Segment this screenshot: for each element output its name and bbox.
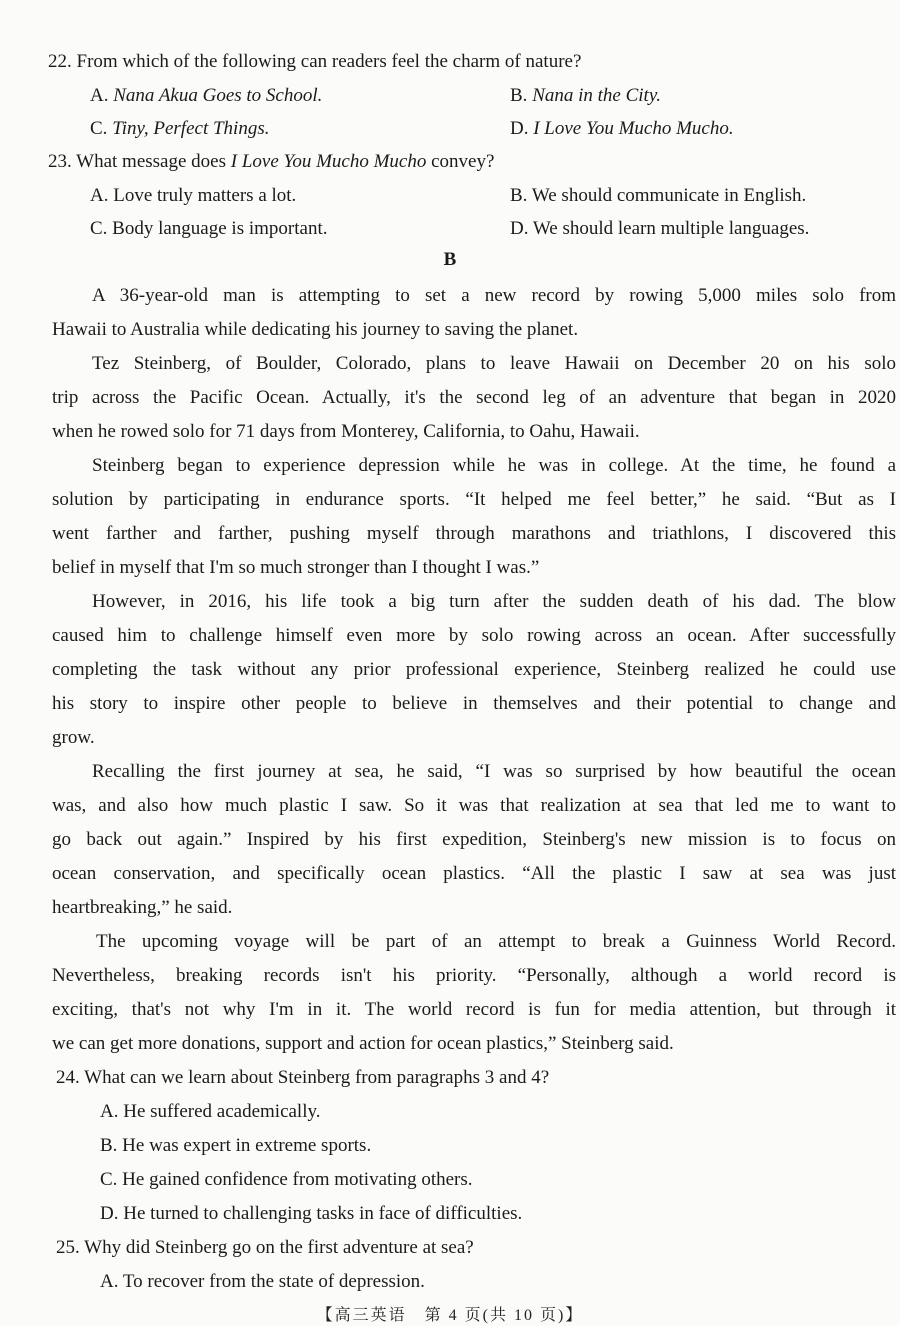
stem-text: convey?: [426, 151, 495, 172]
option-title: Tiny, Perfect Things.: [112, 118, 270, 139]
passage-line: grow.: [52, 727, 95, 748]
passage-line: caused him to challenge himself even more by solo rowing across an ocean. After successfully: [52, 625, 896, 646]
passage-line: heartbreaking,” he said.: [52, 897, 233, 918]
option-letter: D.: [510, 118, 534, 139]
passage-line: go back out again.” Inspired by his first expedition, Steinberg's new mission is to focus on: [52, 829, 896, 850]
passage-line: Steinberg began to experience depression while he was in college. At the time, he found a: [92, 455, 896, 476]
option-title: Nana Akua Goes to School.: [113, 85, 323, 106]
question-23-option-c: C. Body language is important.: [90, 218, 328, 239]
passage-line: A 36-year-old man is attempting to set a new record by rowing 5,000 miles solo from: [92, 285, 896, 306]
option-title: I Love You Mucho Mucho.: [533, 118, 734, 139]
question-25-stem: 25. Why did Steinberg go on the first adventure at sea?: [56, 1237, 474, 1258]
passage-line: when he rowed solo for 71 days from Monterey, California, to Oahu, Hawaii.: [52, 421, 640, 442]
stem-text: 23. What message does: [48, 151, 231, 172]
question-22-option-b: [510, 84, 661, 108]
passage-line: exciting, that's not why I'm in it. The world record is fun for media attention, but through it: [52, 999, 896, 1020]
question-23-option-b: B. We should communicate in English.: [510, 185, 807, 206]
question-23-stem: [48, 150, 494, 174]
option-letter: B.: [510, 85, 533, 106]
question-22-option-a: [90, 84, 322, 108]
page-footer: 【高三英语 第 4 页(共 10 页)】: [316, 1307, 584, 1324]
question-23-option-d: D. We should learn multiple languages.: [510, 218, 810, 239]
question-25-option-a: A. To recover from the state of depression.: [100, 1271, 425, 1292]
passage-line: The upcoming voyage will be part of an attempt to break a Guinness World Record.: [96, 931, 896, 952]
passage-line: his story to inspire other people to believe in themselves and their potential to change and: [52, 693, 896, 714]
passage-line: However, in 2016, his life took a big turn after the sudden death of his dad. The blow: [92, 591, 896, 612]
passage-line: Tez Steinberg, of Boulder, Colorado, plans to leave Hawaii on December 20 on his solo: [92, 353, 896, 374]
question-24-option-a: A. He suffered academically.: [100, 1101, 321, 1122]
question-24-stem: 24. What can we learn about Steinberg from paragraphs 3 and 4?: [56, 1067, 550, 1088]
question-22-option-c: [90, 117, 269, 141]
passage-line: ocean conservation, and specifically ocean plastics. “All the plastic I saw at sea was just: [52, 863, 896, 884]
section-heading: B: [443, 249, 457, 270]
passage-line: solution by participating in endurance sports. “It helped me feel better,” he said. “But as I: [52, 489, 896, 510]
passage-line: belief in myself that I'm so much stronger than I thought I was.”: [52, 557, 540, 578]
passage-line: Nevertheless, breaking records isn't his priority. “Personally, although a world record is: [52, 965, 896, 986]
passage-line: went farther and farther, pushing myself through marathons and triathlons, I discovered this: [52, 523, 896, 544]
passage-line: completing the task without any prior professional experience, Steinberg realized he could use: [52, 659, 896, 680]
option-title: Nana in the City.: [532, 85, 661, 106]
passage-line: trip across the Pacific Ocean. Actually, it's the second leg of an adventure that began in 2020: [52, 387, 896, 408]
question-24-option-d: D. He turned to challenging tasks in face of difficulties.: [100, 1203, 523, 1224]
question-23-option-a: A. Love truly matters a lot.: [90, 185, 297, 206]
passage-line: was, and also how much plastic I saw. So it was that realization at sea that led me to want to: [52, 795, 896, 816]
passage-line: Recalling the first journey at sea, he said, “I was so surprised by how beautiful the ocean: [92, 761, 896, 782]
option-letter: C.: [90, 118, 113, 139]
option-letter: A.: [90, 85, 114, 106]
passage-line: we can get more donations, support and action for ocean plastics,” Steinberg said.: [52, 1033, 674, 1054]
question-22-option-d: [510, 117, 734, 141]
book-title: I Love You Mucho Mucho: [230, 151, 427, 172]
passage-line: Hawaii to Australia while dedicating his journey to saving the planet.: [52, 319, 579, 340]
question-22-stem: 22. From which of the following can readers feel the charm of nature?: [48, 51, 582, 72]
question-24-option-b: B. He was expert in extreme sports.: [100, 1135, 372, 1156]
question-24-option-c: C. He gained confidence from motivating others.: [100, 1169, 473, 1190]
